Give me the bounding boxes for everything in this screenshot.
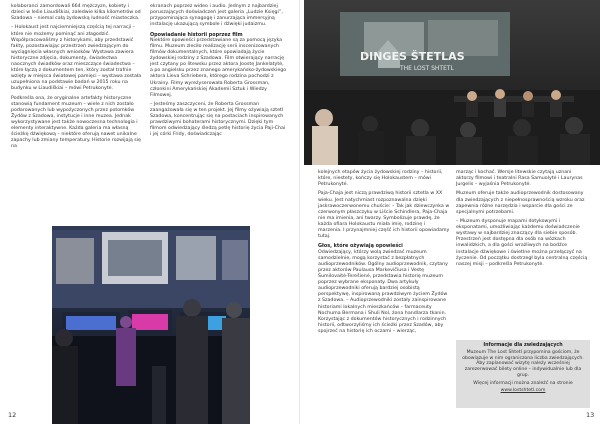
paragraph: Paja-Chaja jest niczą prawdziwą historii sztetla w XX wieku. Jest natychmiast rozpoznawalna dzięki jaskrawoczerwonemu chuście: – Tak jak dziewczynka w czerwonym płaszczyku w Liście Schindlera, Paja-Chaja nie ma imienia, ani twarzy. Symbolizuje prawdę, że każda ofiara Holokaustu miała imię, rodzinę i marzenia. I przynajmniej część ich historii opowiadamy tutaj. [318,191,450,240]
paragraph: Muzeum oferuje także audioprzewodnik dostosowany dla zwiedzających z niepełnosprawnością wzroku oraz zapewnia różne narzędzia i wsparcie dla gości ze specjalnymi potrzebami. [456,191,585,215]
paragraph: kolaboranci zamordowali 664 mężczyzn, kobiety i dzieci w leśie Liaudiškiai, zaledwie kilka kilometrów od Szadowa – niemal całą żydowską ludność miasteczka. [11,4,141,22]
exhibition-photo-illustration [52,226,250,424]
screen-title: DINGES ŠTETLAS [360,50,465,63]
info-box-body: Muzeum The Lost Shtetl przypomina gościom, że obowiązuje w nim ograniczona liczba zwiedzających. Aby zaplanować wizytę należy wcześniej zarezerwować bilety online – indywidualnie lub dla grup. [462,350,584,378]
paragraph: – Jesteśmy zaszczyceni, że Roberta Grossman zaangażowała się w ten projekt. Jej filmy ożywiają sztetl Szadowa, koncentrując się na postaciach inspirowanych prawdziwymi bohaterami historycznymi. Dzięki tym filmom odwiedzający śledzą petlę historię życia Paji-Chai i jej córki Fridy, doświadczając [150,101,286,138]
page-number: 12 [8,411,17,419]
museum-exhibition-photo [52,226,250,424]
paragraph: kolejnych etapów życia żydowskiej rodziny – historii, które, niestety, kończy się Holokaustem – mówi Petrukonytė. [318,170,443,188]
section-heading: Głos, które ożywiają opowieści [318,243,403,250]
visitor-info-box [456,340,590,408]
screen-subtitle: THE LOST SHTETL [400,65,454,72]
section-heading: Opowiadanie historii poprzez film [150,31,243,38]
paragraph: marząc i kochać. Wersje litewskie czytają uznani aktorzy filmowi i teatralni Rasa Samuolytė i Laurynas Jurgelis – wyjaśnia Petrukonytė. [456,170,583,188]
paragraph: – Holokaust jest najciemniejszą częścią tej narracji – które nie możemy pominąć ani złagodzić. Współpracowaliśmy z historykami, aby przedstawić fakty, pozostawiając przestrzeń zwiedzającym do wyciągnięcia własnych wniosków. Wystawa zawiera historyczne zdjęcia, dokumenty, świadectwa naocznych świadków oraz mieszczące świadectwa – które łączą z dokumentem ten, który został trafnie wzięty w miejsca światowej pamięci – wystawa została uzupełniona na podstawie badań w 2015 roku na budynku w Liaudiškiai – mówi Petrukonytė. [11,25,142,92]
info-box-more: Więcej informacji można znaleźć na stronie [473,380,573,386]
paragraph: Podkreśla ona, że oryginalne artefakty historyczne stanowią fundament muzeum – wiele z nich zostało podarowanych lub wypożyczonych przez potomków Żydów z Szadowa, instytucje i inne muzea. Jednak wykorzystywane jest także nowoczesna technologia i elementy interaktywne. Każda galeria ma własną ścieżkę dźwiękową – niektóre oferują nawet unikalne zapachy lub zmiany temperatury. Historie rozwijają się na [11,95,141,150]
website-link[interactable]: www.lostshtetl.com [500,388,546,394]
left-page-column-2 [150,4,287,142]
panel-discussion-photo [304,0,600,165]
paragraph: Niektóre opowieści przedstawiane są za pomocą języka filmu. Muzeum zleciło realizację serii inscenizowanych filmów dokumentalnych, które opowiadają życie żydowskiej rodziny z Szadowa. Film otwierający narrację jest czytany po litewsku przez aktora Joostę Jankelatytė, a po angielsku przez znanego amerykańsko-żydowskiego aktora Lieva Schriebera, którego rodzina pochodzi z Ukrainy. Filmy wyreżyserowała Roberta Grossman, członkini Amerykańskiej Akademii Sztuk i Wiedzy Filmowej. [150,37,287,98]
left-page-column-1 [11,4,143,154]
panel-photo-illustration [304,0,600,165]
info-box-title: Informacje dla zwiedzających [483,343,563,348]
page-number: 13 [586,411,595,419]
paragraph: – Muzeum dysponuje mapami dotykowymi i eksponatami, umożliwiając każdemu doświadczenie wystawy w najbardziej znaczący dla siebie sposób. Przestrzeń jest dostępna dla osób na wózkach inwalidzkich, a dla gości wrażliwych na bodźce instalacje dźwiękowe i świetlne można przełączyć na życzenie. Od początku dostrzegł byla centralną częścią naszej misji – podkreśla Petrukonytė. [456,219,588,267]
paragraph: Odwiedzający, którzy wolą zwiedzać muzeum samodzielnie, mogą korzystać z bezpłatnych audioprzewodników. Ogólny audioprzewodnik, czytany przez aktorów Paulausa Markevičiusa i Vestę Šumilovaitė-Terešienė, przedstawia historię muzeum poprzez wybrane eksponaty. Dwa artykuły audioprzewodniki oferują bardziej osobistą perspektywę, inspirowaną prawdziwym życiem Żydów z Szadowa. – Audioprzewodniki zostały zainspirowane historiami lokalnych mieszkańców – farmaceuty Nochuma Bermana i Shuli Nol, żona handlarza tkanin. Korzystając z dokumentów historycznych i rodzinnych historii, odtworzyliśmy ich ścieżki przez Szadów, aby spojrzeć na historię ich oczami – wierząc, [318,249,448,334]
right-page-column-2 [456,170,590,271]
right-page-column-1 [318,170,450,338]
paragraph: ekranach poprzez wideo i audio. Jednym z najbardziej poruszających doświadczeń jest galeria „Ludzie Księgi”, przypominająca synagogę i zanurzająca immersyjną instalację ukazującą symbole i dźwięki judaizmu. [150,4,283,28]
